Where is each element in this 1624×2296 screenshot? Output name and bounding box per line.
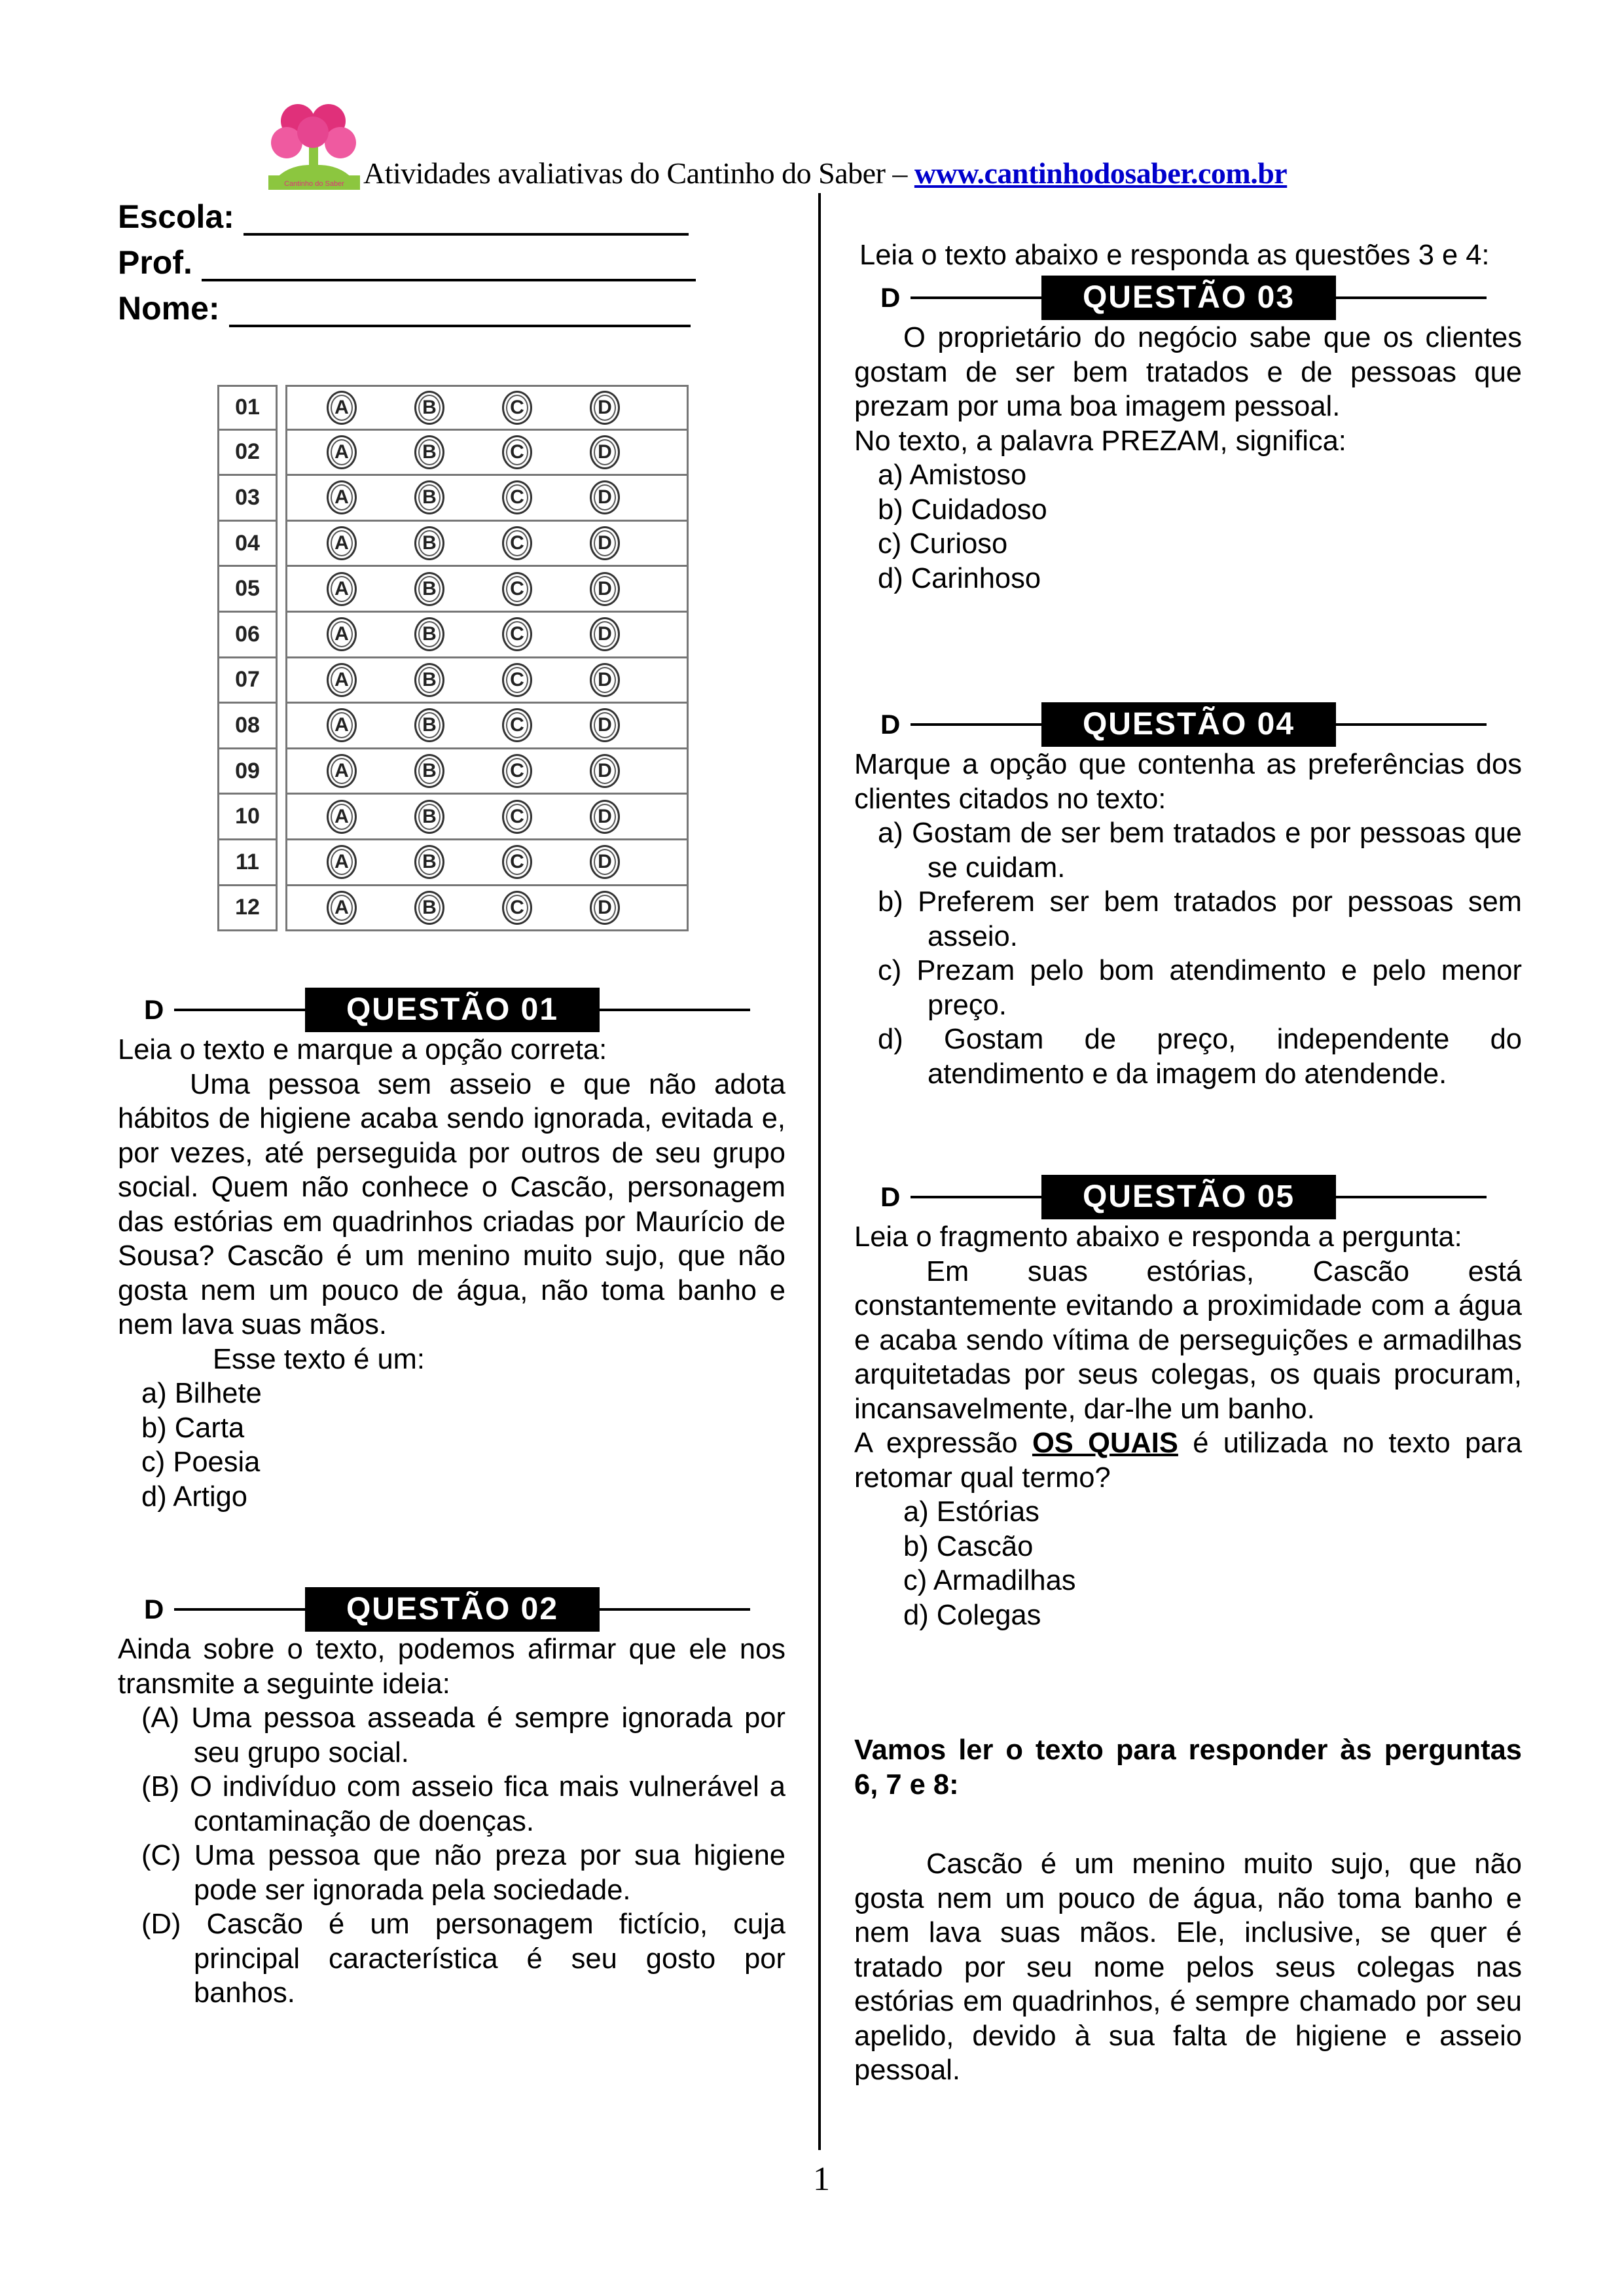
answer-bubble-d[interactable]: D	[590, 435, 620, 469]
escola-label: Escola:	[118, 198, 234, 235]
answer-options	[285, 522, 689, 567]
difficulty-level: D	[144, 1593, 164, 1624]
answer-bubble-d[interactable]: D	[590, 480, 620, 514]
answer-row	[217, 431, 689, 476]
answer-row-number: 05	[217, 567, 278, 613]
option-c[interactable]: c) Armadilhas	[903, 1565, 1076, 1596]
question-prompt: Leia o texto e marque a opção correta:	[118, 1034, 607, 1066]
answer-bubble-b[interactable]: B	[414, 391, 444, 425]
header-rule	[174, 1608, 305, 1611]
question-text: No texto, a palavra PREZAM, significa:	[854, 425, 1346, 457]
option-d[interactable]: d) Artigo	[141, 1480, 247, 1513]
difficulty-level: D	[144, 994, 164, 1025]
header-rule	[1336, 296, 1487, 299]
answer-row-number: 07	[217, 658, 278, 704]
answer-options	[285, 658, 689, 704]
answer-bubble-a[interactable]: A	[327, 526, 357, 560]
answer-bubble-d[interactable]: D	[590, 708, 620, 742]
answer-bubble-d[interactable]: D	[590, 800, 620, 834]
answer-bubble-c[interactable]: C	[502, 572, 532, 606]
answer-bubble-c[interactable]: C	[502, 617, 532, 651]
option-b[interactable]: b) Preferem ser bem tratados por pessoas sem asseio.	[878, 886, 1522, 952]
answer-bubble-b[interactable]: B	[414, 754, 444, 788]
header-rule	[911, 296, 1041, 299]
answer-options	[285, 567, 689, 613]
header-title	[363, 156, 1287, 190]
question-text-pre: A expressão	[854, 1427, 1032, 1459]
option-b[interactable]: (B) O indivíduo com asseio fica mais vulnerável a contaminação de doenças.	[141, 1771, 785, 1837]
question-text	[854, 1426, 1522, 1495]
answer-bubble-a[interactable]: A	[327, 845, 357, 879]
answer-bubble-c[interactable]: C	[502, 391, 532, 425]
answer-row-number: 11	[217, 840, 278, 886]
header-rule	[600, 1009, 750, 1011]
answer-bubble-c[interactable]: C	[502, 845, 532, 879]
question-header	[854, 702, 1522, 747]
answer-bubble-d[interactable]: D	[590, 754, 620, 788]
difficulty-level: D	[880, 1181, 901, 1212]
answer-bubble-c[interactable]: C	[502, 754, 532, 788]
emphasized-expression: OS QUAIS	[1032, 1427, 1178, 1459]
answer-options	[285, 795, 689, 840]
answer-bubble-b[interactable]: B	[414, 435, 444, 469]
answer-bubble-c[interactable]: C	[502, 480, 532, 514]
answer-bubble-d[interactable]: D	[590, 663, 620, 697]
answer-sheet-grid	[217, 385, 689, 931]
answer-options	[285, 886, 689, 932]
question-prompt: Leia o fragmento abaixo e responda a pergunta:	[854, 1221, 1462, 1253]
answer-options	[285, 749, 689, 795]
question-text: Esse texto é um:	[213, 1343, 425, 1375]
option-c[interactable]: c) Poesia	[141, 1446, 261, 1478]
reading-text-6-7-8: Cascão é um menino muito sujo, que não gosta nem um pouco de água, não toma banho e nem lava suas mãos. Ele, inclusive, se quer é tratado por seu nome pelos seus colegas nas estórias em quadrinhos, é sempre chamado por seu apelido, devido à sua falta de higiene e asseio pessoal.	[854, 1848, 1522, 2086]
answer-bubble-b[interactable]: B	[414, 845, 444, 879]
question-05	[854, 1174, 1522, 1632]
prof-label: Prof.	[118, 244, 192, 281]
answer-row	[217, 658, 689, 704]
answer-bubble-c[interactable]: C	[502, 800, 532, 834]
answer-row	[217, 840, 689, 886]
header-rule	[911, 1196, 1041, 1198]
question-title: QUESTÃO 05	[1041, 1175, 1336, 1219]
answer-row-number: 01	[217, 385, 278, 431]
answer-options	[285, 385, 689, 431]
answer-bubble-d[interactable]: D	[590, 526, 620, 560]
escola-blank[interactable]	[244, 207, 689, 236]
header-rule	[1336, 1196, 1487, 1198]
answer-bubble-a[interactable]: A	[327, 708, 357, 742]
question-prompt: Ainda sobre o texto, podemos afirmar que ele nos transmite a seguinte ideia:	[118, 1634, 785, 1700]
nome-blank[interactable]	[229, 298, 691, 327]
answer-options	[285, 613, 689, 658]
answer-options	[285, 431, 689, 476]
reading-text: Uma pessoa sem asseio e que não adota hábitos de higiene acaba sendo ignorada, evitada e, por vezes, até perseguida por outros de seu grupo social. Quem não conhece o Cascão, personagem das estórias em quadrinhos criadas por Maurício de Sousa? Cascão é um menino muito sujo, que não gosta nem um pouco de água, não toma banho e nem lava suas mãos.	[118, 1068, 785, 1340]
answer-row	[217, 385, 689, 431]
answer-bubble-d[interactable]: D	[590, 617, 620, 651]
option-c[interactable]: (C) Uma pessoa que não preza por sua higiene pode ser ignorada pela sociedade.	[141, 1840, 785, 1906]
answer-bubble-b[interactable]: B	[414, 480, 444, 514]
answer-bubble-b[interactable]: B	[414, 891, 444, 925]
answer-row	[217, 886, 689, 932]
answer-bubble-a[interactable]: A	[327, 800, 357, 834]
option-d[interactable]: (D) Cascão é um personagem fictício, cuja principal característica é seu gosto por banhos.	[141, 1909, 785, 2009]
answer-bubble-c[interactable]: C	[502, 526, 532, 560]
answer-bubble-b[interactable]: B	[414, 572, 444, 606]
answer-row-number: 12	[217, 886, 278, 932]
question-title: QUESTÃO 01	[305, 988, 600, 1032]
answer-bubble-b[interactable]: B	[414, 617, 444, 651]
page-number: 1	[813, 2161, 830, 2198]
answer-row-number: 09	[217, 749, 278, 795]
answer-bubble-c[interactable]: C	[502, 663, 532, 697]
answer-row-number: 08	[217, 704, 278, 749]
logo-caption: Cantinho do Saber	[284, 180, 344, 188]
answer-row	[217, 476, 689, 522]
escola-field[interactable]	[118, 198, 689, 236]
answer-row-number: 10	[217, 795, 278, 840]
answer-row-number: 03	[217, 476, 278, 522]
column-divider	[818, 193, 821, 2150]
difficulty-level: D	[880, 708, 901, 740]
option-a[interactable]: a) Estórias	[903, 1496, 1039, 1528]
answer-options	[285, 704, 689, 749]
reading-text: O proprietário do negócio sabe que os clientes gostam de ser bem tratados e de pessoas que prezam por uma boa imagem pessoal.	[854, 322, 1522, 422]
option-a[interactable]: a) Bilhete	[141, 1378, 262, 1409]
header-rule	[1336, 723, 1487, 726]
header-rule	[911, 723, 1041, 726]
answer-row	[217, 613, 689, 658]
option-a[interactable]: a) Amistoso	[878, 459, 1027, 491]
option-a[interactable]: (A) Uma pessoa asseada é sempre ignorada por seu grupo social.	[141, 1702, 785, 1768]
answer-bubble-b[interactable]: B	[414, 800, 444, 834]
answer-bubble-a[interactable]: A	[327, 617, 357, 651]
option-c[interactable]: c) Prezam pelo bom atendimento e pelo menor preço.	[878, 955, 1522, 1021]
answer-bubble-d[interactable]: D	[590, 891, 620, 925]
instruction-questions-3-4: Leia o texto abaixo e responda as questões 3 e 4:	[859, 240, 1490, 271]
answer-row-number: 06	[217, 613, 278, 658]
answer-bubble-a[interactable]: A	[327, 391, 357, 425]
prof-field[interactable]	[118, 243, 696, 281]
answer-row	[217, 795, 689, 840]
answer-row	[217, 704, 689, 749]
option-d[interactable]: d) Colegas	[903, 1599, 1041, 1631]
nome-label: Nome:	[118, 290, 220, 327]
answer-row-number: 02	[217, 431, 278, 476]
answer-bubble-a[interactable]: A	[327, 572, 357, 606]
answer-bubble-c[interactable]: C	[502, 891, 532, 925]
question-text-post: é utilizada no texto para retomar qual termo?	[854, 1427, 1523, 1494]
answer-bubble-d[interactable]: D	[590, 391, 620, 425]
answer-options	[285, 476, 689, 522]
answer-bubble-b[interactable]: B	[414, 663, 444, 697]
question-01	[118, 987, 785, 1514]
question-02	[118, 1587, 785, 2011]
question-03	[854, 275, 1522, 596]
question-header	[118, 987, 785, 1033]
answer-row	[217, 567, 689, 613]
answer-row	[217, 522, 689, 567]
option-b[interactable]: b) Cuidadoso	[878, 493, 1047, 526]
answer-bubble-a[interactable]: A	[327, 663, 357, 697]
option-a[interactable]: a) Gostam de ser bem tratados e por pessoas que se cuidam.	[878, 817, 1522, 884]
answer-bubble-a[interactable]: A	[327, 891, 357, 925]
question-header	[118, 1587, 785, 1632]
question-04	[854, 702, 1522, 1091]
question-title: QUESTÃO 03	[1041, 276, 1336, 320]
website-link[interactable]: www.cantinhodosaber.com.br	[914, 156, 1288, 190]
question-prompt: Marque a opção que contenha as preferências dos clientes citados no texto:	[854, 749, 1522, 815]
prof-blank[interactable]	[202, 253, 696, 281]
answer-bubble-c[interactable]: C	[502, 435, 532, 469]
option-b[interactable]: b) Cascão	[903, 1530, 1034, 1562]
nome-field[interactable]	[118, 289, 691, 327]
answer-bubble-a[interactable]: A	[327, 754, 357, 788]
question-header	[854, 1174, 1522, 1220]
instruction-questions-6-7-8: Vamos ler o texto para responder às perguntas 6, 7 e 8:	[854, 1734, 1522, 1801]
option-d[interactable]: d) Carinhoso	[878, 562, 1041, 594]
option-c[interactable]: c) Curioso	[878, 528, 1008, 560]
header-rule	[600, 1608, 750, 1611]
answer-row	[217, 749, 689, 795]
cantinho-do-saber-logo	[268, 98, 360, 190]
header-title-text: Atividades avaliativas do Cantinho do Saber –	[363, 156, 914, 190]
answer-bubble-a[interactable]: A	[327, 480, 357, 514]
answer-bubble-b[interactable]: B	[414, 708, 444, 742]
question-title: QUESTÃO 02	[305, 1587, 600, 1632]
answer-bubble-d[interactable]: D	[590, 572, 620, 606]
answer-bubble-d[interactable]: D	[590, 845, 620, 879]
option-d[interactable]: d) Gostam de preço, independente do atendimento e da imagem do atendende.	[878, 1024, 1522, 1090]
question-title: QUESTÃO 04	[1041, 702, 1336, 747]
option-b[interactable]: b) Carta	[141, 1412, 245, 1444]
reading-text: Em suas estórias, Cascão está constantemente evitando a proximidade com a água e acaba sendo vítima de perseguições e armadilhas arquitetadas por seus colegas, os quais procuram, incansavelmente, dar-lhe um banho.	[854, 1255, 1522, 1425]
difficulty-level: D	[880, 281, 901, 313]
question-header	[854, 275, 1522, 321]
answer-bubble-a[interactable]: A	[327, 435, 357, 469]
answer-bubble-c[interactable]: C	[502, 708, 532, 742]
answer-row-number: 04	[217, 522, 278, 567]
answer-options	[285, 840, 689, 886]
header-rule	[174, 1009, 305, 1011]
answer-bubble-b[interactable]: B	[414, 526, 444, 560]
